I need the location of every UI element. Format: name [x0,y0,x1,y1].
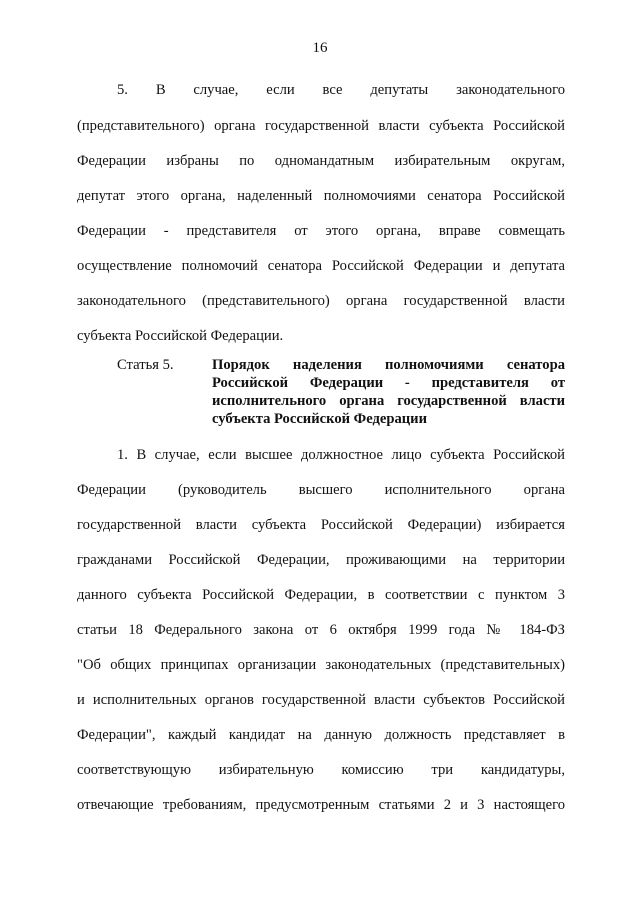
paragraph-5-line: 5. В случае, если все депутаты законодательного [117,82,565,98]
paragraph-5-line: (представительного) органа государственной власти субъекта Российской [77,118,565,134]
paragraph-1-line: и исполнительных органов государственной власти субъектов Российской [77,692,565,708]
paragraph-1-line: гражданами Российской Федерации, проживающими на территории [77,552,565,568]
paragraph-1-line: "Об общих принципах организации законодательных (представительных) [77,657,565,673]
paragraph-1-line: 1. В случае, если высшее должностное лицо субъекта Российской [117,447,565,463]
article-title-line: Российской Федерации - представителя от [212,375,565,391]
article-title-line: Порядок наделения полномочиями сенатора [212,357,565,373]
article-title-line: исполнительного органа государственной власти [212,393,565,409]
paragraph-1-line: Федерации", каждый кандидат на данную должность представляет в [77,727,565,743]
paragraph-5-line: Федерации избраны по одномандатным избирательным округам, [77,153,565,169]
paragraph-1-line: государственной власти субъекта Российской Федерации) избирается [77,517,565,533]
paragraph-5-line: Федерации - представителя от этого органа, вправе совмещать [77,223,565,239]
paragraph-5-line: субъекта Российской Федерации. [77,328,284,344]
paragraph-5-line: законодательного (представительного) органа государственной власти [77,293,565,309]
page-number: 16 [312,40,328,56]
paragraph-1-line: соответствующую избирательную комиссию три кандидатуры, [77,762,565,778]
paragraph-1-line: данного субъекта Российской Федерации, в соответствии с пунктом 3 [77,587,565,603]
paragraph-1-line: Федерации (руководитель высшего исполнительного органа [77,482,565,498]
paragraph-5-line: осуществление полномочий сенатора Российской Федерации и депутата [77,258,565,274]
article-title-line: субъекта Российской Федерации [212,411,427,427]
article-label: Статья 5. [117,357,174,373]
paragraph-1-line: статьи 18 Федерального закона от 6 октября 1999 года № 184-ФЗ [77,622,565,638]
paragraph-5-line: депутат этого органа, наделенный полномочиями сенатора Российской [77,188,565,204]
paragraph-1-line: отвечающие требованиям, предусмотренным статьями 2 и 3 настоящего [77,797,565,813]
